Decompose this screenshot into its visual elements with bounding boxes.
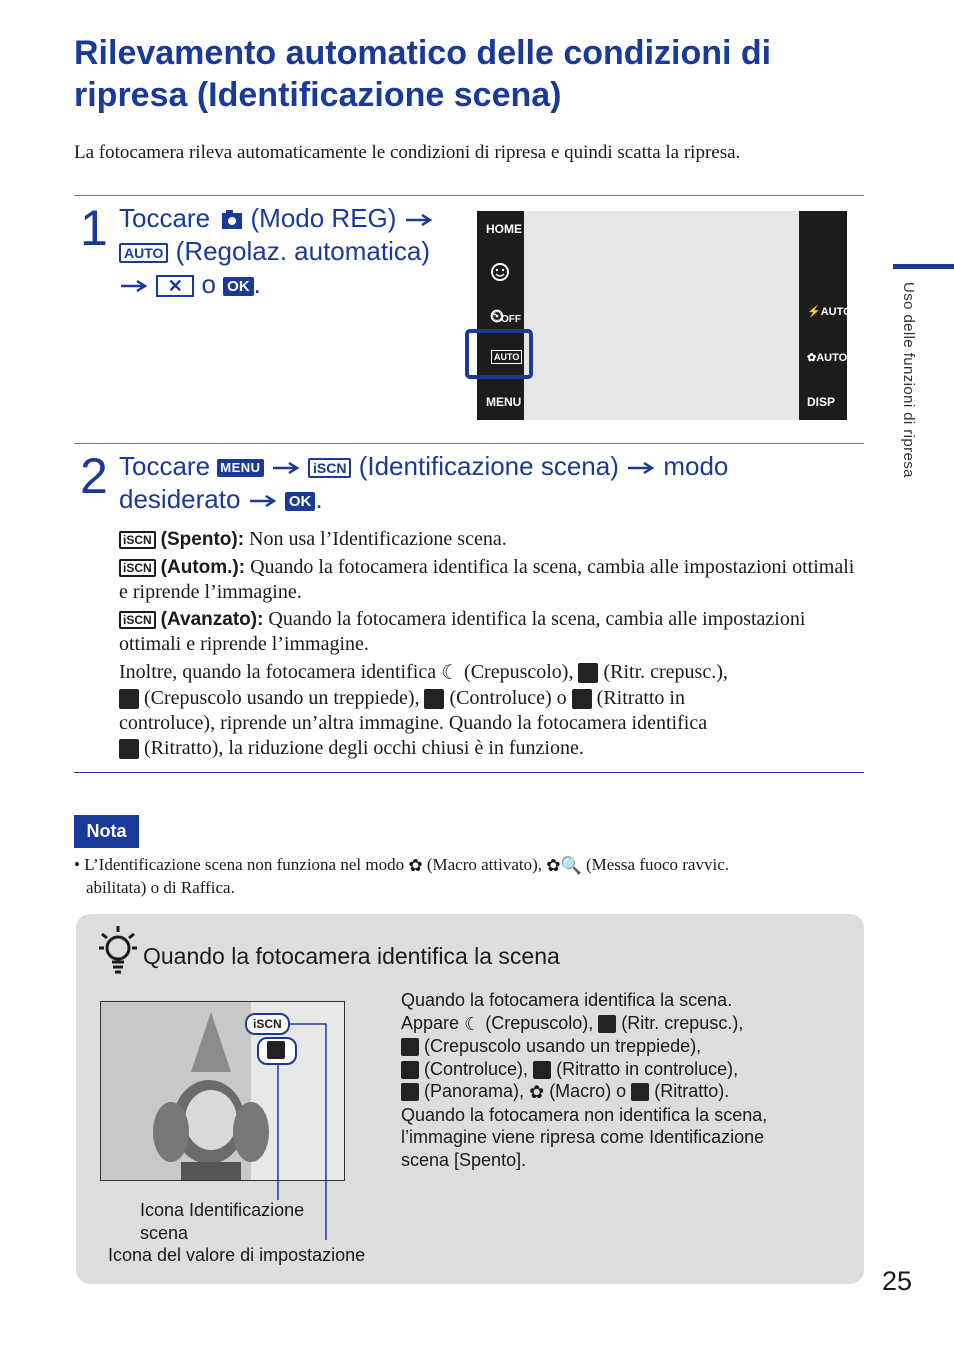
step1-part2: (Regolaz. automatica) <box>175 236 430 266</box>
twilight-portrait-icon <box>578 663 598 683</box>
step2-line1: Toccare MENU iSCN (Identificazione scena) modo <box>119 451 729 481</box>
divider <box>74 443 864 444</box>
sidebar-accent <box>893 264 954 269</box>
mode-auto: iSCN (Autom.): Quando la fotocamera identifica la scena, cambia alle impostazioni ottimali e riprende l’immagine. <box>119 556 855 603</box>
camera-viewfinder <box>524 211 799 420</box>
scene-advanced-icon: iSCN <box>119 611 156 629</box>
portrait-icon <box>631 1083 649 1101</box>
landscape-icon <box>401 1083 419 1101</box>
twilight-portrait-icon <box>598 1015 616 1033</box>
scene-identification-icon: iSCN <box>245 1013 290 1035</box>
step1-line2 <box>119 235 430 268</box>
step2-line2: desiderato OK . <box>119 484 323 514</box>
backlight-portrait-icon <box>572 689 592 709</box>
backlight-portrait-icon <box>533 1061 551 1079</box>
arrow-right-icon <box>119 279 149 293</box>
caption-setting-icon: Icona del valore di impostazione <box>108 1245 366 1265</box>
smile-icon[interactable] <box>489 261 511 283</box>
hint-title: Quando la fotocamera identifica la scena <box>143 943 560 969</box>
backlight-icon <box>424 689 444 709</box>
page-number: 25 <box>882 1266 913 1296</box>
twilight-tripod-icon <box>401 1038 419 1056</box>
mode-off: iSCN (Spento): Non usa l’Identificazione scena. <box>119 527 864 552</box>
divider <box>74 772 864 773</box>
step1-prefix: Toccare <box>119 203 211 233</box>
step1-line1 <box>119 202 434 235</box>
step-number: 2 <box>80 448 108 504</box>
sidebar-section-label: Uso delle funzioni di ripresa <box>900 282 917 478</box>
menu-button[interactable]: MENU <box>486 395 522 409</box>
home-button[interactable]: HOME <box>486 222 522 236</box>
flash-auto-button[interactable]: ⚡AUTO <box>807 306 852 318</box>
step1-line3: ✕ o OK . <box>119 268 261 301</box>
intro-text: La fotocamera rileva automaticamente le condizioni di ripresa e quindi scatta la ripresa. <box>74 142 741 163</box>
step1-part1: (Modo REG) <box>250 203 397 233</box>
rec-mode-auto-button[interactable]: AUTO <box>491 350 522 364</box>
ok-button-icon: OK <box>285 492 316 511</box>
macro-icon: ✿ <box>529 1082 545 1102</box>
step1-or: o <box>201 269 216 299</box>
camera-screen <box>477 211 852 420</box>
close-focus-icon: ✿🔍 <box>546 856 582 876</box>
macro-icon: ✿ <box>408 856 423 876</box>
disp-button[interactable]: DISP <box>807 395 836 409</box>
twilight-tripod-icon <box>119 689 139 709</box>
arrow-right-icon <box>404 213 434 227</box>
arrow-right-icon <box>271 461 301 475</box>
mode-advanced: iSCN (Avanzato): Quando la fotocamera identifica la scena, cambia alle impostazioni ottimali e riprende l’immagine. <box>119 608 806 655</box>
ok-button-icon: OK <box>223 277 254 296</box>
divider <box>74 195 864 196</box>
menu-icon: MENU <box>217 459 263 477</box>
twilight-icon: ☾ <box>441 661 460 684</box>
hint-lightbulb-icon <box>98 924 138 976</box>
step-number: 1 <box>80 200 108 256</box>
page-title: Rilevamento automatico delle condizioni di ripresa (Identificazione scena) <box>74 34 772 114</box>
scene-auto-icon: iSCN <box>119 559 156 577</box>
arrow-right-icon <box>626 461 656 475</box>
backlight-icon <box>401 1061 419 1079</box>
note-text: • L’Identificazione scena non funziona nel modo ✿ (Macro attivato), ✿🔍 (Messa fuoco ravvic. abilitata) o di Raffica. <box>74 855 729 898</box>
close-icon: ✕ <box>156 275 194 297</box>
portrait-icon <box>119 739 139 759</box>
auto-mode-icon: AUTO <box>119 243 168 263</box>
caption-scene-icon: Icona Identificazione scena <box>140 1200 305 1243</box>
note-label: Nota <box>74 815 139 848</box>
arrow-right-icon <box>248 494 278 508</box>
timer-off-label: OFF <box>501 314 521 325</box>
twilight-icon: ☾ <box>464 1013 481 1034</box>
camera-auto-icon <box>217 209 243 231</box>
macro-auto-button[interactable]: ✿AUTO <box>807 352 848 364</box>
scene-off-icon: iSCN <box>119 531 156 549</box>
self-timer-off-icon[interactable]: ⏲ <box>490 306 505 326</box>
scene-recognition-icon: iSCN <box>308 458 351 478</box>
hint-text: Quando la fotocamera identifica la scena. Appare ☾ (Crepuscolo), (Ritr. crepusc.), (Crepuscolo usando un treppiede), (Controluce), (Ritratto in controluce), (Panorama), ✿ (Macro) o (Ritratto). Quando la fotocamera non identifica la scena, l’immagine viene ripresa come Identificazione scena [Spento]. <box>401 990 768 1170</box>
scene-note: Inoltre, quando la fotocamera identifica ☾ (Crepuscolo), (Ritr. crepusc.), (Crepuscolo usando un treppiede), (Controluce) o (Ritratto in controluce), riprende un’altra immagine. Quando la fotocamera identifica (Ritratto), la riduzione degli occhi chiusi è in funzione. <box>119 661 728 759</box>
